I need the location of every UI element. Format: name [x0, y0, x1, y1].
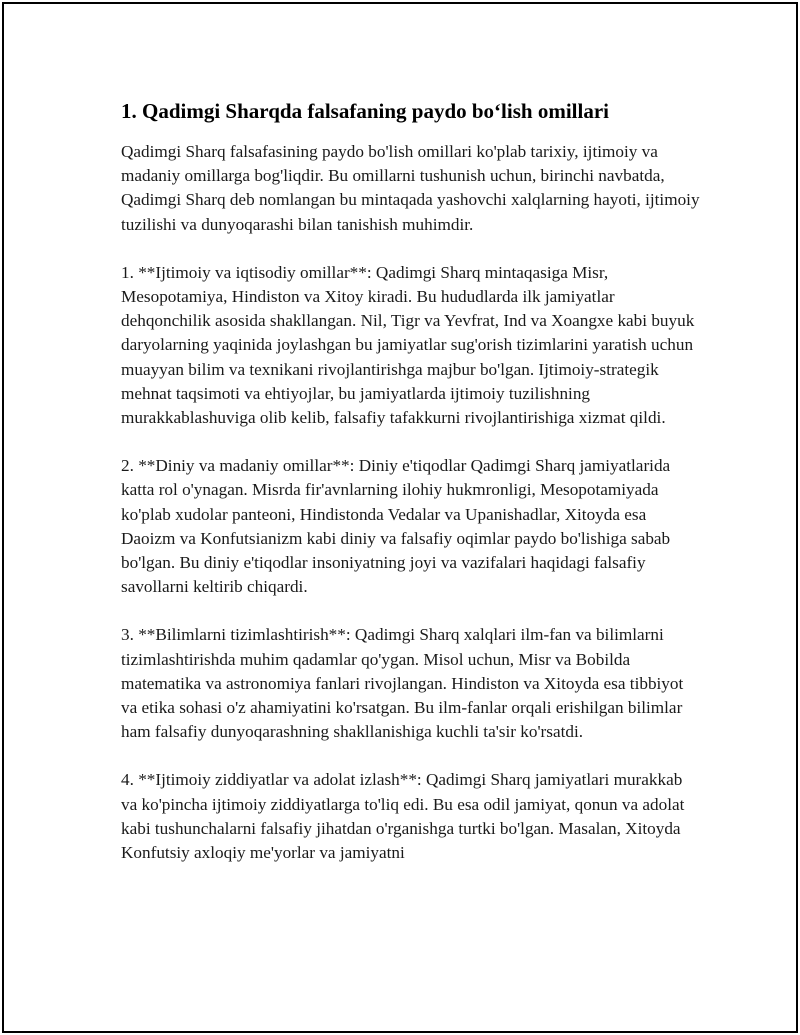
paragraph-social-conflicts: 4. **Ijtimoiy ziddiyatlar va adolat izlash**: Qadimgi Sharq jamiyatlari murakkab va ko'pincha ijtimoiy ziddiyatlarga to'liq edi. Bu esa odil jamiyat, qonun va adolat kabi tushunchalarni falsafiy jihatdan o'rganishga turtki bo'lgan. Masalan, Xitoyda Konfutsiy axloqiy me'yorlar va jamiyatni	[121, 770, 685, 863]
paragraph-social-economic: 1. **Ijtimoiy va iqtisodiy omillar**: Qadimgi Sharq mintaqasiga Misr, Mesopotamiya, Hindiston va Xitoy kiradi. Bu hududlarda ilk jamiyatlar dehqonchilik asosida shakllangan. Nil, Tigr va Yevfrat, Ind va Xoangxe kabi buyuk daryolarning yaqinida joylashgan bu jamiyatlar sug'orish tizimlarini yaratish uchun muayyan bilim va texnikani rivojlantirishga majbur bo'lgan. Ijtimoiy-strategik mehnat taqsimoti va ehtiyojlar, bu jamiyatlarda ijtimoiy tuzilishning murakkablashuviga olib kelib, falsafiy tafakkurni rivojlantirishiga xizmat qildi.	[121, 262, 695, 428]
paragraph-intro: Qadimgi Sharq falsafasining paydo bo'lish omillari ko'plab tarixiy, ijtimoiy va madaniy omillarga bog'liqdir. Bu omillarni tushunish uchun, birinchi navbatda, Qadimgi Sharq deb nomlangan bu mintaqada yashovchi xalqlarning hayoti, ijtimoiy tuzilishi va dunyoqarashi bilan tanishish muhimdir.	[121, 142, 700, 234]
paragraph-knowledge-systematization: 3. **Bilimlarni tizimlashtirish**: Qadimgi Sharq xalqlari ilm-fan va bilimlarni tizimlashtirishda muhim qadamlar qo'ygan. Misol uchun, Misr va Bobilda matematika va astronomiya fanlari rivojlangan. Hindiston va Xitoyda esa tibbiyot va etika sohasi o'z ahamiyatini ko'rsatgan. Bu ilm-fanlar orqali erishilgan bilimlar ham falsafiy dunyoqarashning shakllanishiga kuchli ta'sir ko'rsatdi.	[121, 625, 684, 742]
document-title: 1. Qadimgi Sharqda falsafaning paydo bo‘lish omillari	[121, 99, 609, 123]
page-frame	[2, 2, 798, 1033]
document-body	[121, 96, 701, 889]
paragraph-religious-cultural: 2. **Diniy va madaniy omillar**: Diniy e'tiqodlar Qadimgi Sharq jamiyatlarida katta rol o'ynagan. Misrda fir'avnlarning ilohiy hukmronligi, Mesopotamiyada ko'plab xudolar panteoni, Hindistonda Vedalar va Upanishadlar, Xitoyda esa Daoizm va Konfutsianizm kabi diniy va falsafiy oqimlar paydo bo'lishiga sabab bo'lgan. Bu diniy e'tiqodlar insoniyatning joyi va vazifalari haqidagi falsafiy savollarni keltirib chiqardi.	[121, 456, 671, 597]
